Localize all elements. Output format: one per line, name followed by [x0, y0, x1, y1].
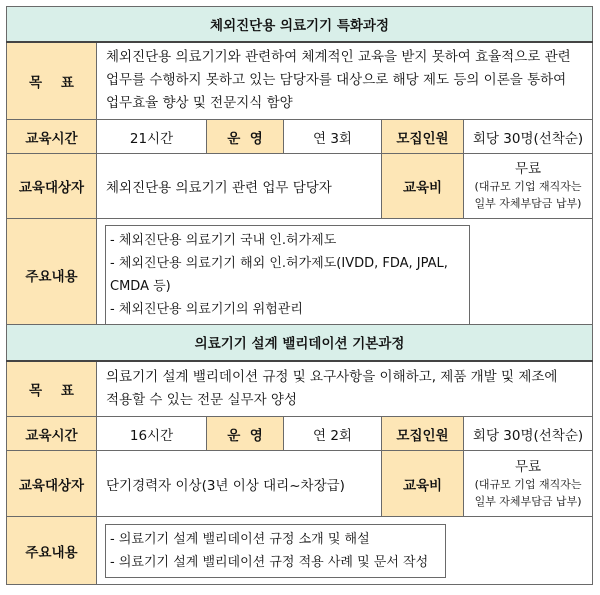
- course-1-content-label: 주요내용: [7, 219, 97, 332]
- course-2-fee-cell: [464, 451, 593, 517]
- course-1-op-label: 운 영: [207, 120, 284, 154]
- course-1-target-value: 체외진단용 의료기기 관련 업무 담당자: [97, 154, 382, 219]
- course-2-recruit-value: 회당 30명(선착순): [464, 417, 593, 451]
- course-2-fee-main: 무료: [514, 458, 542, 475]
- course-2-recruit-label: 모집인원: [382, 417, 464, 451]
- course-2-content-cell: [97, 517, 593, 585]
- course-1-recruit-label: 모집인원: [382, 120, 464, 154]
- course-2-goal-line: 적용할 수 있는 전문 실무자 양성: [106, 391, 297, 408]
- list-item: - 체외진단용 의료기기의 위험관리: [110, 298, 465, 321]
- course-2-table: [6, 324, 593, 585]
- course-2-fee-note: 일부 자체부담금 납부): [474, 494, 582, 508]
- course-2-time-label: 교육시간: [7, 417, 97, 451]
- course-2-content-box: [105, 524, 446, 578]
- course-table-2: [6, 324, 592, 585]
- course-2-title: 의료기기 설계 밸리데이션 기본과정: [7, 325, 593, 361]
- course-1-goal-line: 업무효율 향상 및 전문지식 함양: [106, 95, 293, 112]
- course-1-time-label: 교육시간: [7, 120, 97, 154]
- course-1-goal-line: 업무를 수행하지 못하고 있는 담당자를 대상으로 해당 제도 등의 이론을 통하여: [106, 72, 567, 89]
- course-2-target-label: 교육대상자: [7, 451, 97, 517]
- course-1-content-cell: [97, 219, 593, 332]
- course-2-fee-note: (대규모 기업 재직자는: [474, 477, 582, 491]
- course-1-goal-text: [97, 42, 593, 120]
- course-1-recruit-value: 회당 30명(선착순): [464, 120, 593, 154]
- course-2-time-value: 16시간: [97, 417, 207, 451]
- course-1-goal-line: 체외진단용 의료기기와 관련하여 체계적인 교육을 받지 못하여 효율적으로 관련: [106, 49, 571, 66]
- course-2-op-value: 연 2회: [284, 417, 382, 451]
- course-1-op-value: 연 3회: [284, 120, 382, 154]
- course-2-goal-label: 목 표: [7, 361, 97, 417]
- course-1-fee-label: 교육비: [382, 154, 464, 219]
- course-2-fee-label: 교육비: [382, 451, 464, 517]
- course-1-table: [6, 6, 593, 332]
- course-table-1: [6, 6, 592, 332]
- course-2-goal-text: [97, 361, 593, 417]
- list-item: - 의료기기 설계 밸리데이션 규정 적용 사례 및 문서 작성: [110, 551, 441, 574]
- course-1-content-list: [110, 229, 465, 321]
- course-1-goal-label: 목 표: [7, 42, 97, 120]
- course-1-title: 체외진단용 의료기기 특화과정: [7, 7, 593, 42]
- course-1-fee-main: 무료: [514, 161, 542, 177]
- course-2-content-list: [110, 528, 441, 574]
- list-item: - 체외진단용 의료기기 국내 인.허가제도: [110, 229, 465, 252]
- course-1-fee-note: 일부 자체부담금 납부): [474, 197, 582, 210]
- course-1-content-box: [105, 225, 470, 325]
- course-2-content-label: 주요내용: [7, 517, 97, 585]
- course-1-time-value: 21시간: [97, 120, 207, 154]
- course-2-op-label: 운 영: [207, 417, 284, 451]
- course-1-fee-cell: [464, 154, 593, 219]
- list-item: - 의료기기 설계 밸리데이션 규정 소개 및 해설: [110, 528, 441, 551]
- course-2-target-value: 단기경력자 이상(3년 이상 대리~차장급): [97, 451, 382, 517]
- course-1-target-label: 교육대상자: [7, 154, 97, 219]
- course-1-fee-note: (대규모 기업 재직자는: [474, 180, 582, 193]
- list-item: - 체외진단용 의료기기 해외 인.허가제도(IVDD, FDA, JPAL, CMDA 등): [110, 252, 465, 298]
- course-2-goal-line: 의료기기 설계 밸리데이션 규정 및 요구사항을 이해하고, 제품 개발 및 제조에: [106, 368, 558, 385]
